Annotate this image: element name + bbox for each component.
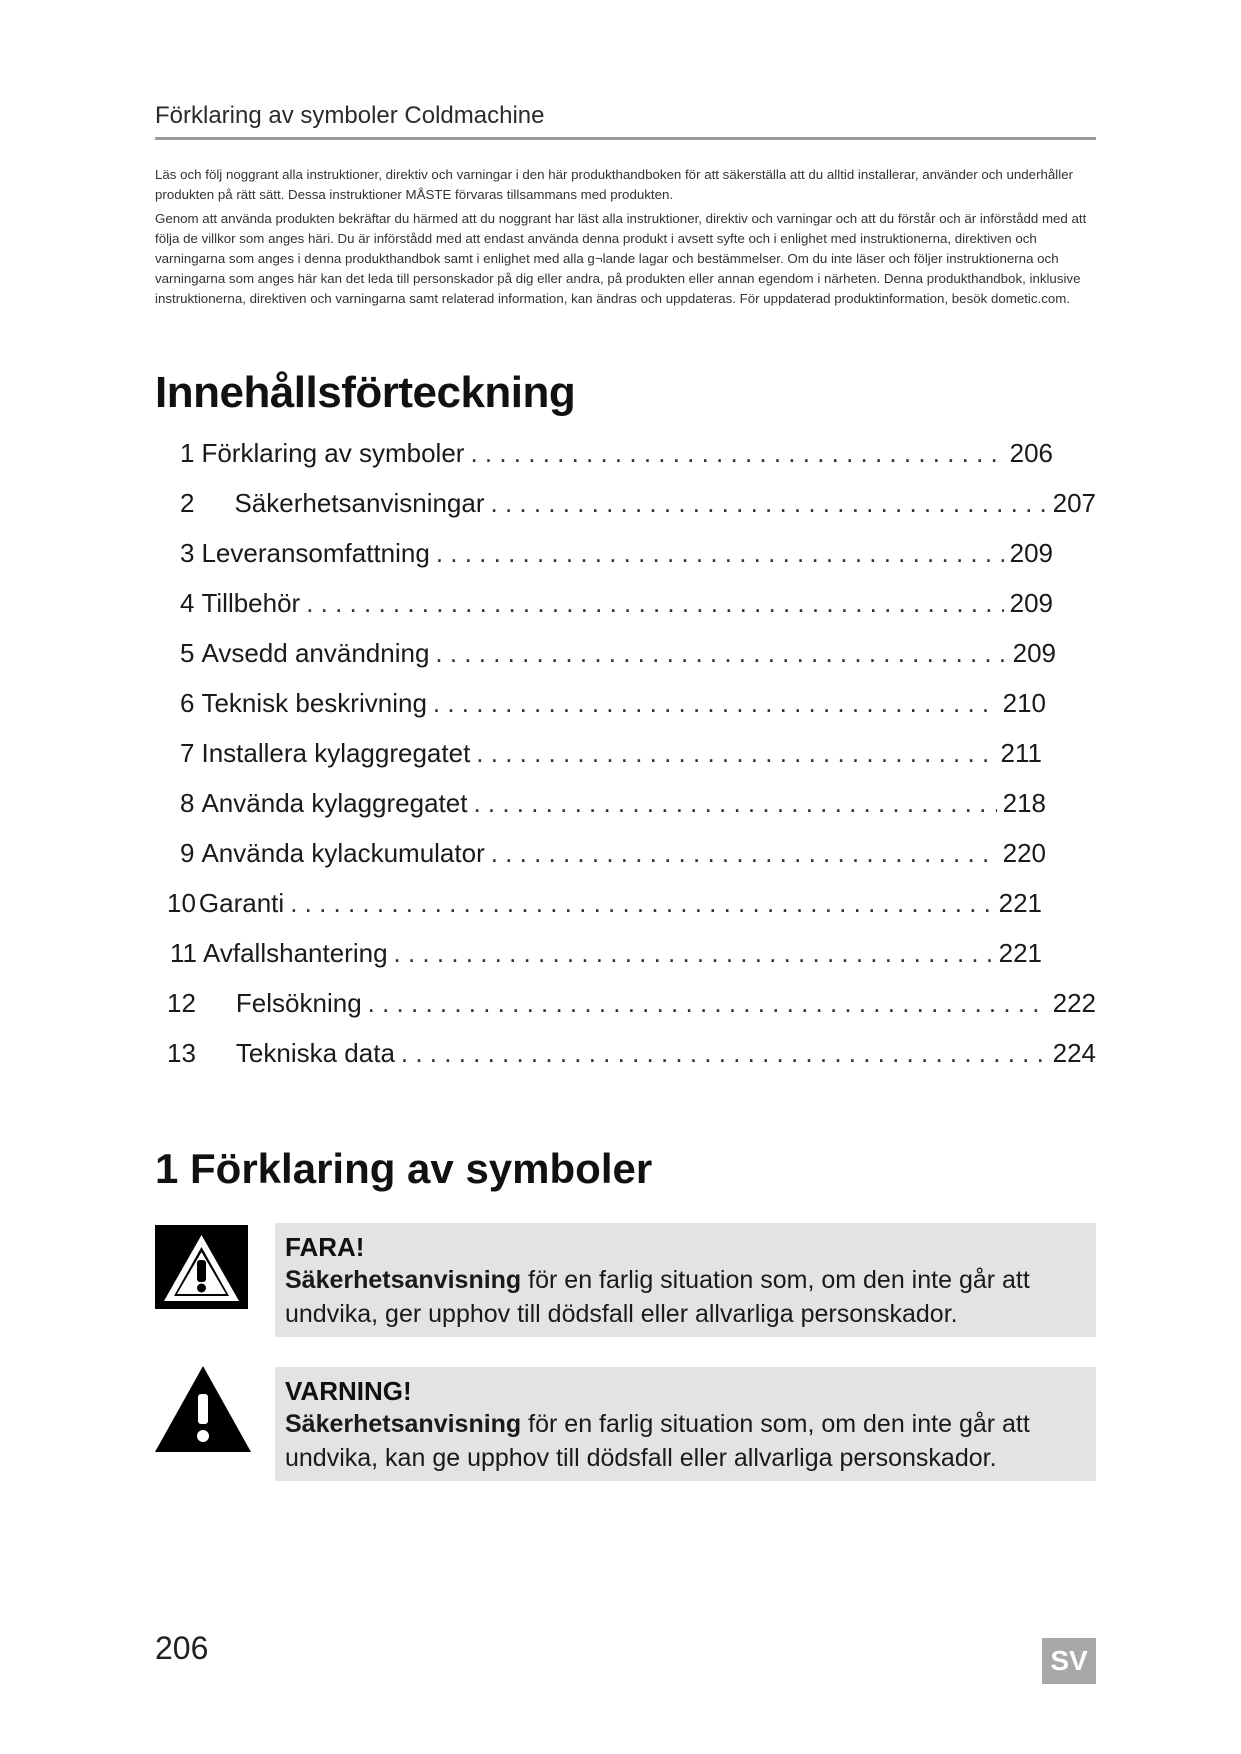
toc-number: 9 [180, 838, 195, 868]
toc-page: 207 [1052, 488, 1096, 518]
toc-label: Installera kylaggregatet [201, 738, 471, 768]
toc-page: 209 [1009, 588, 1053, 618]
toc-leader [436, 538, 1004, 569]
danger-text [285, 1263, 1086, 1331]
toc-leader [491, 838, 997, 869]
toc-page: 221 [998, 888, 1042, 918]
toc-label: Använda kylaggregatet [201, 788, 468, 818]
danger-box [275, 1223, 1096, 1337]
toc-page: 221 [998, 938, 1042, 968]
toc-leader [476, 738, 994, 769]
toc-label: Teknisk beskrivning [201, 688, 427, 718]
toc-number: 13 [167, 1038, 196, 1068]
intro-paragraph-2: Genom att använda produkten bekräftar du härmed att du noggrant har läst alla instruktioner, direktiv och varningar och att du förstår och är införstådd med att följa de villkor som anges häri. Du är införstådd med att endast använda denna produkt i avsett syfte och i enlighet med instruktionerna, direktiven och varningarna som anges i denna produkthandbok samt i enlighet med alla g¬lande lagar och bestämmelser. Om du inte läser och följer instruktionerna och varningarna som anges här kan det leda till personskador på dig eller andra, på produkten eller annan egendom i närheten. Denna produkthandbok, inklusive instruktionerna, direktiven och varningarna samt relaterad information, kan ändras och uppdateras. För uppdaterad produktinformation, besök dometic.com. [155, 211, 1087, 306]
toc-heading: Innehållsförteckning [155, 368, 576, 417]
toc-leader [394, 938, 993, 969]
warning-box [275, 1367, 1096, 1481]
toc-leader [473, 788, 996, 819]
toc-leader [435, 638, 1006, 669]
toc-row[interactable] [180, 838, 1046, 872]
toc-page: 211 [1000, 738, 1042, 768]
toc-page: 209 [1012, 638, 1056, 668]
toc-row[interactable] [170, 938, 1042, 972]
toc-number: 3 [180, 538, 195, 568]
toc-number: 1 [180, 438, 195, 468]
warning-icon [155, 1366, 251, 1453]
toc-row[interactable] [180, 488, 1096, 522]
header-title: Förklaring av symboler Coldmachine [155, 102, 545, 129]
toc-row[interactable] [167, 888, 1042, 922]
toc-page: 222 [1052, 988, 1096, 1018]
danger-lead: Säkerhetsanvisning [285, 1266, 522, 1294]
intro-paragraph-1: Läs och följ noggrant alla instruktioner, direktiv och varningar i den här produkthandboken för att säkerställa att du alltid installerar, använder och underhåller produkten på rätt sätt. Dessa instruktioner MÅSTE förvaras tillsammans med produkten. [155, 167, 1074, 202]
toc-label: Avfallshantering [203, 938, 388, 968]
toc-label: Förklaring av symboler [201, 438, 465, 468]
toc-leader [433, 688, 997, 719]
toc-leader [401, 1038, 1047, 1069]
toc-page: 224 [1052, 1038, 1096, 1068]
toc-number: 12 [167, 988, 196, 1018]
toc-row[interactable] [167, 988, 1096, 1022]
toc-row[interactable] [180, 438, 1053, 472]
toc-page: 220 [1002, 838, 1046, 868]
intro-text [155, 165, 1096, 313]
toc-leader [368, 988, 1047, 1019]
toc-page: 209 [1009, 538, 1053, 568]
toc-row[interactable] [180, 738, 1042, 772]
toc-label: Säkerhetsanvisningar [234, 488, 485, 518]
toc-number: 10 [167, 888, 196, 918]
page-number: 206 [155, 1630, 209, 1666]
toc-number: 4 [180, 588, 195, 618]
toc-page: 218 [1002, 788, 1046, 818]
toc-row[interactable] [180, 688, 1046, 722]
toc-leader [306, 588, 1003, 619]
danger-title: FARA! [285, 1232, 365, 1262]
section-heading: 1 Förklaring av symboler [155, 1145, 653, 1192]
toc-number: 2 [180, 488, 195, 518]
danger-icon [155, 1225, 248, 1309]
toc-number: 11 [170, 938, 197, 968]
toc-label: Använda kylackumulator [201, 838, 485, 868]
toc-label: Tekniska data [235, 1038, 395, 1068]
toc-page: 210 [1002, 688, 1046, 718]
toc-label: Garanti [198, 888, 285, 918]
toc-number: 6 [180, 688, 195, 718]
warning-lead: Säkerhetsanvisning [285, 1410, 522, 1438]
warning-body: för en farlig situation som, om den inte går att undvika, kan ge upphov till dödsfall eller allvarliga personskador. [285, 1410, 1030, 1472]
warning-title: VARNING! [285, 1376, 412, 1406]
toc-number: 5 [180, 638, 195, 668]
danger-body: för en farlig situation som, om den inte går att undvika, ger upphov till dödsfall eller allvarliga personskador. [285, 1266, 1030, 1328]
toc-row[interactable] [180, 588, 1053, 622]
toc-leader [290, 888, 992, 919]
toc-number: 8 [180, 788, 195, 818]
toc-leader [491, 488, 1047, 519]
toc-leader [470, 438, 1003, 469]
toc-row[interactable] [167, 1038, 1096, 1072]
toc-label: Leveransomfattning [201, 538, 430, 568]
toc-page: 206 [1009, 438, 1053, 468]
toc-label: Avsedd användning [201, 638, 430, 668]
toc-row[interactable] [180, 788, 1046, 822]
toc-label: Felsökning [235, 988, 362, 1018]
header-rule [155, 137, 1096, 140]
toc-row[interactable] [180, 538, 1053, 572]
warning-text [285, 1407, 1086, 1475]
language-badge: SV [1042, 1638, 1096, 1684]
toc-number: 7 [180, 738, 195, 768]
toc-label: Tillbehör [201, 588, 301, 618]
toc-row[interactable] [180, 638, 1056, 672]
